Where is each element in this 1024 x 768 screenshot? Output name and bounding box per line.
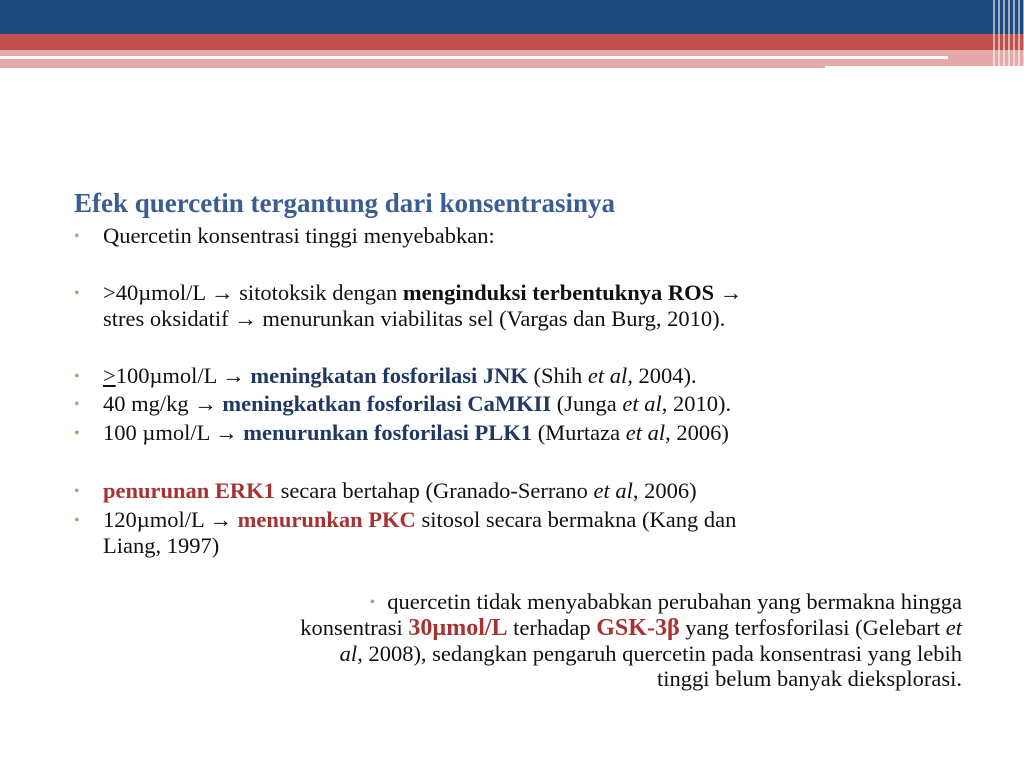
header-red-band [0, 34, 1024, 50]
note-text: konsentrasi [300, 615, 409, 640]
item-text: 100µmol/L [115, 363, 223, 388]
item-bold: penurunan ERK1 [103, 478, 275, 503]
header-divider-line [0, 56, 948, 59]
bullet-icon: • [74, 368, 80, 385]
item-text: stres oksidatif [103, 306, 235, 331]
note-paragraph [102, 589, 962, 691]
bullet-icon: • [74, 425, 80, 442]
arrow-icon: → [215, 420, 238, 445]
bullet-icon: • [74, 483, 80, 500]
note-gsk: GSK-3β [596, 615, 680, 641]
arrow-icon: → [234, 306, 257, 331]
note-text: , 2008), sedangkan pengaruh quercetin pada konsentrasi yang lebih [357, 641, 962, 666]
note-text: yang terfosforilasi (Gelebart [679, 615, 946, 640]
item-bold: meningkatan fosforilasi JNK [250, 363, 528, 388]
bullet-item [74, 507, 736, 558]
item-text: , 2006) [665, 420, 729, 445]
bullet-icon: • [369, 594, 376, 611]
arrow-icon: → [719, 280, 743, 305]
item-bold: meningkatkan fosforilasi CaMKII [222, 391, 552, 416]
bullet-item [74, 223, 495, 249]
header-stripes [993, 0, 1024, 70]
item-italic: et al [593, 478, 633, 503]
item-bold: menginduksi terbentuknya ROS [402, 280, 715, 305]
item-text: 100 µmol/L [103, 420, 216, 445]
item-italic: et al [625, 420, 666, 445]
item-text: secara bertahap (Granado-Serrano [274, 478, 594, 503]
bullet-item [74, 363, 697, 389]
bullet-item [74, 280, 742, 331]
bullet-icon: • [74, 396, 80, 413]
note-concentration: 30µmol/L [408, 615, 508, 641]
bullet-item [74, 420, 729, 446]
slide-title: Efek quercetin tergantung dari konsentrasinya [74, 188, 616, 218]
bullet-item [74, 391, 731, 417]
item-italic: et al, [587, 363, 633, 388]
item-text: > [103, 363, 116, 388]
item-bold: menurunkan PKC [237, 507, 416, 532]
note-text: quercetin tidak menyababkan perubahan yang bermakna hingga [387, 589, 962, 614]
item-text: sitosol secara bermakna (Kang dan [415, 507, 737, 532]
note-text: terhadap [507, 615, 597, 640]
bullet-icon: • [74, 285, 80, 302]
item-text: 40 mg/kg [103, 391, 195, 416]
arrow-icon: → [222, 363, 245, 388]
item-text: , 2010). [661, 391, 732, 416]
arrow-icon: → [209, 507, 233, 532]
bullet-icon: • [74, 228, 80, 245]
item-bold: menurunkan fosforilasi PLK1 [243, 420, 533, 445]
item-text: Quercetin konsentrasi tinggi menyebabkan: [103, 223, 495, 248]
note-italic: et [945, 615, 962, 640]
item-text: (Junga [551, 391, 623, 416]
item-text: (Shih [527, 363, 588, 388]
note-italic: al [339, 641, 358, 666]
item-italic: et al [622, 391, 662, 416]
item-text: menurunkan viabilitas sel (Vargas dan Burg, 2010). [256, 306, 726, 331]
note-text: tinggi belum banyak dieksplorasi. [657, 666, 962, 691]
bullet-icon: • [74, 512, 80, 529]
arrow-icon: → [194, 391, 217, 416]
item-text: >40µmol/L [103, 280, 211, 305]
bullet-item [74, 478, 697, 504]
item-text: 120µmol/L [103, 507, 210, 532]
item-text: Liang, 1997) [103, 533, 220, 558]
arrow-icon: → [210, 280, 234, 305]
item-text: , 2006) [632, 478, 697, 503]
item-text: 2004). [632, 363, 697, 388]
header-blue-band [0, 0, 1024, 34]
item-text: sitotoksik dengan [233, 280, 403, 305]
item-text: (Murtaza [532, 420, 626, 445]
